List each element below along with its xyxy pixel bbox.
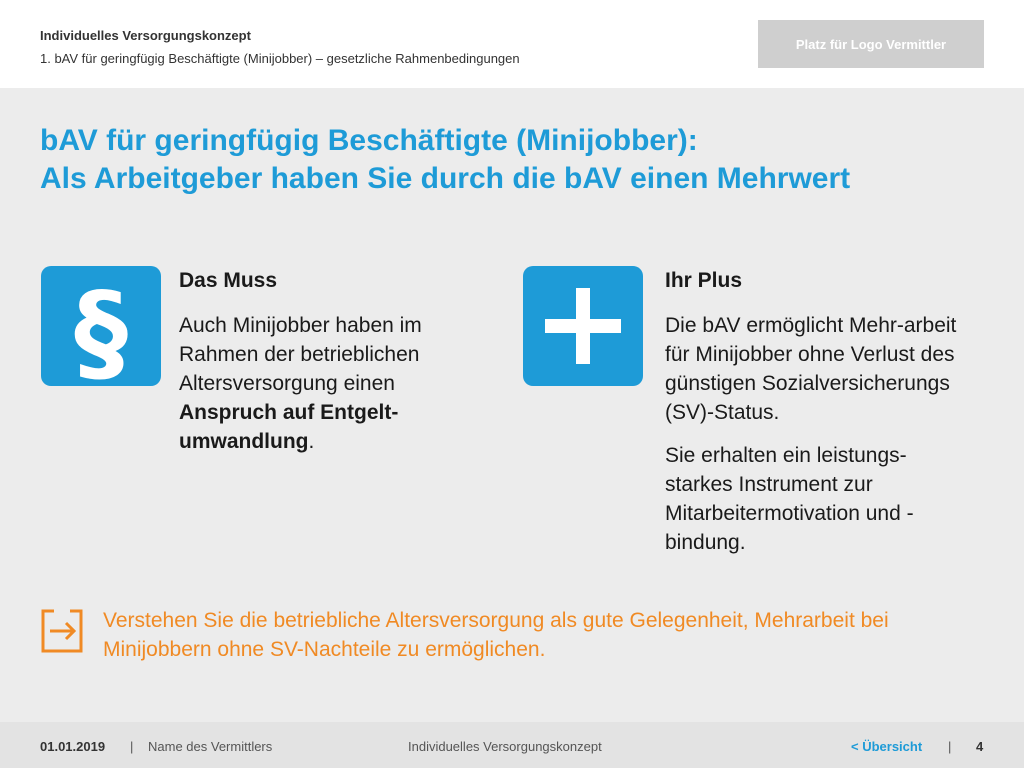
page-title [40,122,1000,198]
page-number: 4 [976,739,984,754]
must-text-plain: Auch Minijobber haben im Rahmen der betrieblichen Altersversorgung einen [179,314,422,395]
overview-link[interactable]: < Übersicht [851,739,923,754]
must-text-end: . [308,430,315,453]
must-heading: Das Muss [179,269,278,292]
header-bar [0,0,1024,88]
page-title-line2: Als Arbeitgeber haben Sie durch die bAV einen Mehrwert [40,162,851,195]
plus-paragraph-1: Die bAV ermöglicht Mehr-arbeit für Minijobber ohne Verlust des günstigen Sozialversicherungs (SV)-Status. [665,314,957,424]
footer-separator: | [948,739,952,754]
arrow-right-icon [40,608,84,654]
plus-icon [523,266,643,386]
page-title-line1: bAV für geringfügig Beschäftigte (Minijobber): [40,124,698,157]
footer-concept: Individuelles Versorgungskonzept [408,739,602,754]
must-text [179,311,479,456]
must-column [179,267,479,470]
footer-bar [0,722,1024,768]
footer-agent-name: Name des Vermittlers [148,739,273,754]
plus-column [665,267,965,571]
callout-text: Verstehen Sie die betriebliche Altersversorgung als gute Gelegenheit, Mehrarbeit bei Minijobbern ohne SV-Nachteile zu ermöglichen. [103,609,889,661]
paragraph-icon [41,266,161,386]
footer-separator: | [130,739,134,754]
must-text-bold: Anspruch auf Entgelt-umwandlung [179,401,399,453]
plus-heading: Ihr Plus [665,269,743,292]
plus-paragraph-2: Sie erhalten ein leistungs-starkes Instrument zur Mitarbeitermotivation und -bindung. [665,444,914,554]
svg-text:§: § [74,270,128,386]
header-title: Individuelles Versorgungskonzept [40,28,251,43]
footer-date: 01.01.2019 [40,739,106,754]
logo-placeholder: Platz für Logo Vermittler [758,20,984,68]
header-subtitle: 1. bAV für geringfügig Beschäftigte (Minijobber) – gesetzliche Rahmenbedingungen [40,51,520,66]
